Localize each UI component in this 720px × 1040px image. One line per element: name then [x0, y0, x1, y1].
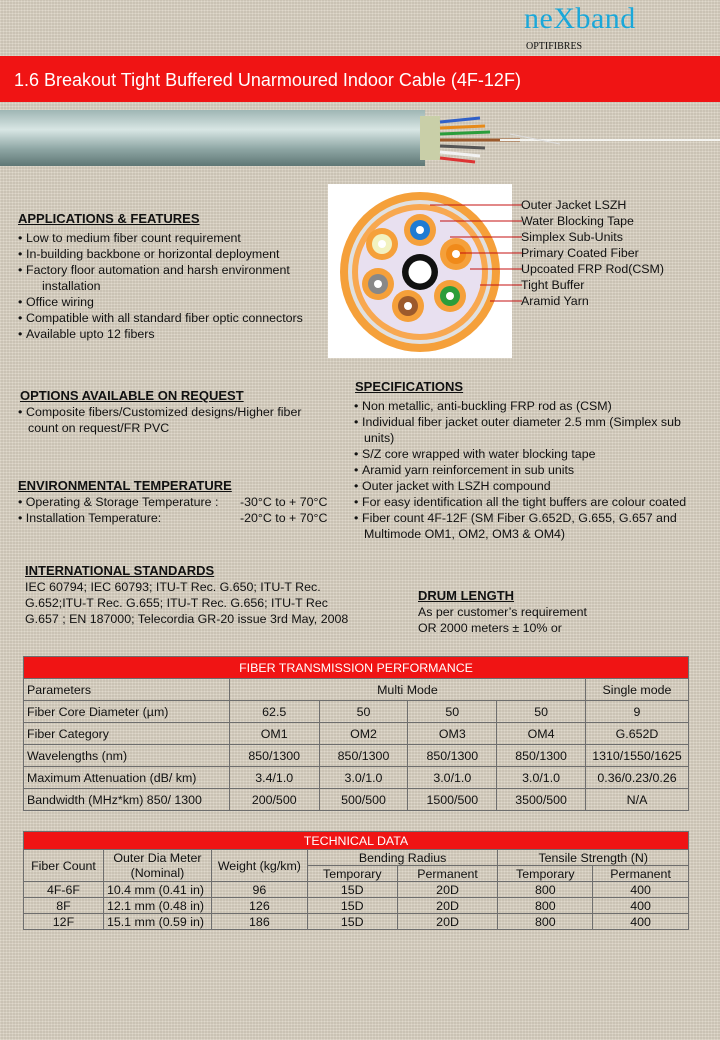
table-row — [24, 882, 689, 898]
list-item: • Compatible with all standard fiber optic connectors — [18, 310, 328, 326]
table-cell: 12.1 mm (0.48 in) — [103, 898, 211, 914]
brand-subtitle: OPTIFIBRES — [526, 41, 583, 52]
tech-table-title: TECHNICAL DATA — [24, 832, 689, 850]
list-item: • Factory floor automation and harsh environment installation — [18, 262, 328, 294]
table-cell: 400 — [593, 898, 689, 914]
table-cell: N/A — [586, 789, 689, 811]
column-header: Bending Radius — [307, 850, 498, 866]
table-cell: 800 — [498, 914, 593, 930]
table-cell: 186 — [211, 914, 307, 930]
drum-heading: DRUM LENGTH — [418, 588, 515, 603]
legend-aramid-yarn: Aramid Yarn — [521, 294, 589, 308]
list-item: • Individual fiber jacket outer diameter 2.5 mm (Simplex sub units) — [354, 414, 714, 446]
table-row — [24, 898, 689, 914]
column-header: Tensile Strength (N) — [498, 850, 689, 866]
table-cell: 200/500 — [229, 789, 319, 811]
environment-row: • Installation Temperature: -20°C to + 70°C — [18, 511, 328, 525]
list-item: • In-building backbone or horizontal deployment — [18, 246, 328, 262]
table-cell: 850/1300 — [319, 745, 408, 767]
table-cell: OM2 — [319, 723, 408, 745]
environment-rows — [18, 494, 338, 526]
table-cell: 20D — [397, 898, 498, 914]
table-cell: 62.5 — [229, 701, 319, 723]
environment-value: -30°C to + 70°C — [240, 495, 328, 509]
list-item: • S/Z core wrapped with water blocking tape — [354, 446, 714, 462]
environment-label: Installation Temperature: — [25, 511, 162, 525]
table-header-row — [24, 850, 689, 866]
table-cell: 20D — [397, 914, 498, 930]
table-cell: 1500/500 — [408, 789, 497, 811]
environment-row: • Operating & Storage Temperature : -30°C to + 70°C — [18, 495, 328, 509]
list-item: • Low to medium fiber count requirement — [18, 230, 328, 246]
table-cell: 10.4 mm (0.41 in) — [103, 882, 211, 898]
table-cell: 800 — [498, 882, 593, 898]
table-row — [24, 723, 689, 745]
list-item: • Aramid yarn reinforcement in sub units — [354, 462, 714, 478]
environment-value: -20°C to + 70°C — [240, 511, 328, 525]
table-row — [24, 745, 689, 767]
table-cell: OM1 — [229, 723, 319, 745]
drum-line: OR 2000 meters ± 10% or — [418, 621, 562, 635]
list-item: • For easy identification all the tight buffers are colour coated — [354, 494, 714, 510]
applications-list — [18, 230, 328, 342]
table-cell: 15.1 mm (0.59 in) — [103, 914, 211, 930]
table-cell: 15D — [307, 882, 397, 898]
standards-line: G.657 ; EN 187000; Telecordia GR-20 issue 3rd May, 2008 — [25, 612, 349, 626]
options-list — [18, 404, 338, 436]
brand-logo: neXband — [524, 2, 636, 35]
drum-line: As per customer’s requirement — [418, 605, 587, 619]
standards-line: G.652;ITU-T Rec. G.655; ITU-T Rec. G.656; ITU-T Rec — [25, 596, 328, 610]
drum-text — [418, 604, 698, 636]
legend-upcoated-frp-rod: Upcoated FRP Rod(CSM) — [521, 262, 665, 276]
specifications-list — [354, 398, 714, 542]
column-header: Fiber Count — [24, 850, 104, 882]
legend-water-blocking-tape: Water Blocking Tape — [521, 214, 634, 228]
table-cell: Bandwidth (MHz*km) 850/ 1300 — [24, 789, 230, 811]
table-cell: Single mode — [586, 679, 689, 701]
legend-tight-buffer: Tight Buffer — [521, 278, 585, 292]
column-header: Weight (kg/km) — [211, 850, 307, 882]
legend-outer-jacket: Outer Jacket LSZH — [521, 198, 627, 212]
list-item: • Fiber count 4F-12F (SM Fiber G.652D, G.655, G.657 and Multimode OM1, OM2, OM3 & OM4) — [354, 510, 714, 542]
technical-data-table — [23, 831, 689, 930]
table-cell: 20D — [397, 882, 498, 898]
column-header: Temporary — [498, 866, 593, 882]
table-cell: 850/1300 — [408, 745, 497, 767]
table-cell: 3.0/1.0 — [408, 767, 497, 789]
list-item: • Composite fibers/Customized designs/Higher fiber count on request/FR PVC — [18, 404, 338, 436]
table-cell: Parameters — [24, 679, 230, 701]
column-header: Permanent — [397, 866, 498, 882]
standards-heading: INTERNATIONAL STANDARDS — [25, 563, 215, 578]
table-cell: 0.36/0.23/0.26 — [586, 767, 689, 789]
fiber-transmission-table — [23, 656, 689, 811]
table-row — [24, 914, 689, 930]
table-cell: 1310/1550/1625 — [586, 745, 689, 767]
table-cell: 126 — [211, 898, 307, 914]
table-cell: 400 — [593, 882, 689, 898]
table-cell: OM3 — [408, 723, 497, 745]
table-cell: Maximum Attenuation (dB/ km) — [24, 767, 230, 789]
list-item: • Outer jacket with LSZH compound — [354, 478, 714, 494]
table-cell: Wavelengths (nm) — [24, 745, 230, 767]
table-row — [24, 701, 689, 723]
table-cell: 12F — [24, 914, 104, 930]
table-cell: 50 — [319, 701, 408, 723]
table-cell: G.652D — [586, 723, 689, 745]
options-heading: OPTIONS AVAILABLE ON REQUEST — [20, 388, 244, 403]
standards-line: IEC 60794; IEC 60793; ITU-T Rec. G.650; ITU-T Rec. — [25, 580, 321, 594]
specifications-heading: SPECIFICATIONS — [355, 379, 464, 394]
table-row — [24, 767, 689, 789]
table-cell: 96 — [211, 882, 307, 898]
table-row — [24, 789, 689, 811]
table-cell: 850/1300 — [229, 745, 319, 767]
standards-text — [25, 579, 385, 627]
legend-simplex-sub-units: Simplex Sub-Units — [521, 230, 623, 244]
column-header: Outer Dia Meter (Nominal) — [103, 850, 211, 882]
diagram-leader-lines — [430, 200, 522, 310]
table-cell: 850/1300 — [497, 745, 586, 767]
cable-image — [0, 104, 720, 176]
table-cell: Multi Mode — [229, 679, 585, 701]
table-cell: 400 — [593, 914, 689, 930]
table-cell: 9 — [586, 701, 689, 723]
legend-primary-coated-fiber: Primary Coated Fiber — [521, 246, 639, 260]
column-header: Permanent — [593, 866, 689, 882]
table-cell: 3500/500 — [497, 789, 586, 811]
table-cell: 15D — [307, 914, 397, 930]
table-cell: 800 — [498, 898, 593, 914]
table-cell: 8F — [24, 898, 104, 914]
table-cell: 50 — [497, 701, 586, 723]
table-row — [24, 679, 689, 701]
column-header: Temporary — [307, 866, 397, 882]
diagram-legend — [521, 197, 664, 309]
table-cell: 500/500 — [319, 789, 408, 811]
page-title: 1.6 Breakout Tight Buffered Unarmoured Indoor Cable (4F-12F) — [14, 70, 521, 90]
list-item: • Available upto 12 fibers — [18, 326, 328, 342]
applications-heading: APPLICATIONS & FEATURES — [18, 211, 200, 226]
table-cell: 15D — [307, 898, 397, 914]
table-cell: 3.4/1.0 — [229, 767, 319, 789]
list-item: • Office wiring — [18, 294, 328, 310]
environment-heading: ENVIRONMENTAL TEMPERATURE — [18, 478, 232, 493]
table-cell: 50 — [408, 701, 497, 723]
table-cell: Fiber Category — [24, 723, 230, 745]
environment-label: Operating & Storage Temperature : — [25, 495, 219, 509]
table-cell: 3.0/1.0 — [497, 767, 586, 789]
list-item: • Non metallic, anti-buckling FRP rod as (CSM) — [354, 398, 714, 414]
table-cell: 4F-6F — [24, 882, 104, 898]
fiber-table-title: FIBER TRANSMISSION PERFORMANCE — [24, 657, 689, 679]
table-cell: OM4 — [497, 723, 586, 745]
table-cell: 3.0/1.0 — [319, 767, 408, 789]
table-cell: Fiber Core Diameter (µm) — [24, 701, 230, 723]
